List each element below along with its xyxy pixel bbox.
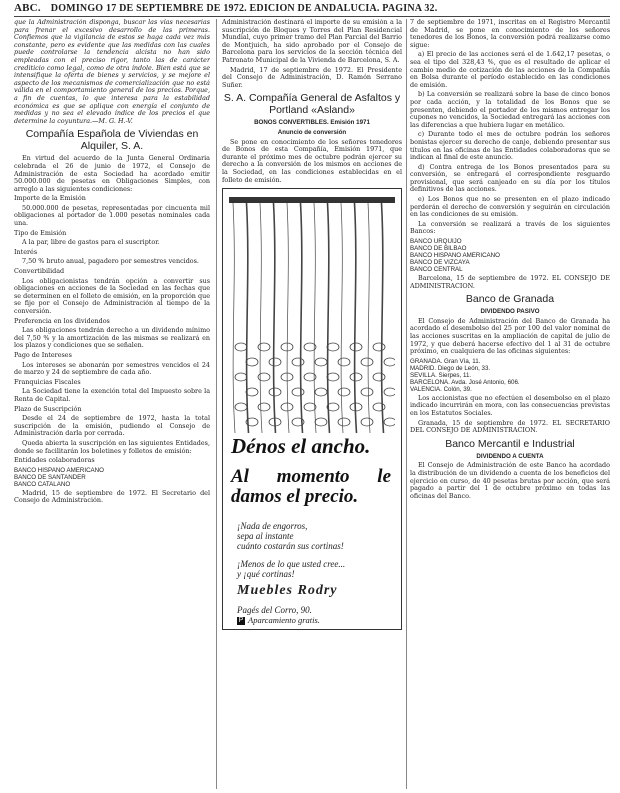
curtain-flower — [384, 358, 395, 366]
curtain-fold — [287, 203, 289, 433]
curtain-flower — [246, 358, 258, 366]
bank-list — [410, 238, 610, 273]
curtain-fold — [314, 203, 316, 433]
curtain-fold — [260, 203, 262, 433]
article-paragraph: El Consejo de Administración del Banco de Granada ha acordado el desembolso del 25 por 100 del valor nominal de las acciones suscritas en la ampliación de capital de julio de 1972, y que deberá hacerse efectivo del 1 al 31 de octubre próximo, en cualquiera de las oficinas siguientes: — [410, 316, 610, 356]
curtain-flower — [292, 388, 304, 396]
article-paragraph: Queda abierta la suscripción en las siguientes Entidades, donde se facilitarán los boletines y folletos de emisión: — [14, 438, 210, 455]
article-paragraph: La conversión se realizará a través de los siguientes Bancos: — [410, 219, 610, 236]
article-paragraph: b) La conversión se realizará sobre la base de cinco bonos por cada acción, y la totalidad de los Bonos que se presenten, debiendo el portador de los mismos entregar los cupones no vencidos, la Sociedad entregará las acciones con las diferencias a que hubiera lugar en metálico. — [410, 90, 610, 129]
curtain-flower — [373, 403, 385, 411]
list-item: GRANADA. Gran Vía, 11. — [410, 357, 481, 365]
article-paragraph: A la par, libre de gastos para el suscriptor. — [22, 238, 160, 247]
ad-parking-text: Aparcamiento gratis. — [248, 615, 320, 626]
list-item: BANCO DE VIZCAYA — [410, 259, 470, 267]
list-item: BANCO DE SANTANDER — [14, 473, 86, 481]
curtain-flower — [327, 343, 339, 351]
curtain-flower — [338, 358, 350, 366]
article-paragraph: La Sociedad tiene la exención total del Impuesto sobre la Renta de Capital. — [14, 387, 210, 403]
article-paragraph: El Consejo de Administración de este Banco ha acordado la distribución de un dividendo a cuenta de los beneficios del ejercicio en curso, de 40 pesetas brutas por acción, que será pagado a partir del 1 de octubre próximo en todas las oficinas del Banco. — [410, 461, 610, 500]
article-title: Compañía Española de Viviendas en Alquiler, S. A. — [25, 128, 199, 153]
curtain-flower — [258, 403, 270, 411]
list-item: BARCELONA. Avda. José Antonio, 606. — [410, 378, 520, 386]
curtain-flower — [235, 373, 247, 381]
curtain-flower — [373, 343, 385, 351]
list-item: VALENCIA. Colón, 39. — [410, 385, 472, 393]
curtain-flower — [315, 358, 327, 366]
article-paragraph: Desde el 24 de septiembre de 1972, hasta la total suscripción de la emisión, pudiendo el Consejo de Administración darla por cerrada. — [14, 414, 210, 438]
article-title: S. A. Compañía General de Asfaltos y Portland «Asland» — [223, 92, 401, 117]
article-paragraph: Administración destinará el importe de su emisión a la suscripción de Bloques y Torres del Plan Residencial Mundial, cuyo primer tramo del Plan Parcial del Barrio de Montjuich, ha sido aprobado por el Consejo de Barcelona para los servicios de la sección técnica del Patronato Municipal de la Vivienda de Barcelona, S. A. — [222, 19, 402, 64]
curtain-flower — [304, 403, 316, 411]
list-item: BANCO HISPANO AMERICANO — [14, 466, 104, 474]
ad-tagline: ¡Nada de engorros, sepa al instante cuánto costarán sus cortinas! — [237, 521, 344, 552]
section-label: Interés — [14, 247, 38, 256]
ad-headline: Dénos el ancho. — [231, 434, 371, 459]
list-item: BANCO URQUIJO — [410, 238, 462, 246]
ad-brand-logo: Muebles Rodry — [237, 583, 338, 599]
column-3 — [410, 19, 610, 789]
column-2 — [222, 19, 402, 789]
ad-headline-2: Al momento le damos el precio. — [231, 466, 391, 508]
article-title: Banco de Granada — [465, 293, 555, 306]
curtain-flower — [258, 343, 270, 351]
curtain-flower — [361, 358, 373, 366]
list-item: SEVILLA. Sierpes, 11. — [410, 371, 472, 379]
article-paragraph: c) Durante todo el mes de octubre podrán los señores bonistas ejercer su derecho de canje, debiendo presentar sus títulos en las oficinas de las Entidades colaboradoras que se indican al final de este anuncio. — [410, 130, 610, 162]
curtain-flower — [384, 388, 395, 396]
bank-list — [14, 467, 210, 488]
article-subtitle: BONOS CONVERTIBLES. Emisión 1971 — [254, 119, 370, 127]
curtain-flower — [246, 388, 258, 396]
curtain-flower — [269, 358, 281, 366]
curtain-flower — [315, 388, 327, 396]
curtain-fold — [341, 203, 343, 433]
office-list — [410, 358, 610, 393]
column-1 — [14, 19, 210, 789]
signature: Barcelona, 15 de septiembre de 1972. EL CONSEJO DE ADMINISTRACION. — [410, 274, 610, 290]
article-paragraph: Los obligacionistas tendrán opción a convertir sus obligaciones en acciones de la Sociedad en las fechas que se determinen en el folleto de emisión, en la proporción que se fije por el Consejo de Administración al tiempo de la conversión. — [14, 276, 210, 315]
curtain-flower — [338, 388, 350, 396]
parking-icon: P — [238, 617, 244, 625]
article-paragraph: d) Contra entrega de los Bonos presentados para su conversión, se entregará el correspondiente resguardo provisional, que será canjeado en su día por los títulos definitivos de las acciones. — [410, 162, 610, 194]
article-paragraph: Las obligaciones tendrán derecho a un dividendo mínimo del 7,50 % y la amortización de las mismas se realizará en los plazos y condiciones que se señalen. — [14, 326, 210, 350]
curtain-fold — [368, 203, 370, 433]
article-paragraph: e) Los Bonos que no se presenten en el plazo indicado perderán el derecho de conversión y seguirán en circulación en las condiciones de su emisión. — [410, 195, 610, 219]
article-paragraph: 7,50 % bruto anual, pagadero por semestres vencidos. — [22, 257, 199, 266]
curtain-fold — [382, 203, 384, 433]
curtain-flower — [327, 373, 339, 381]
curtain-fold — [233, 203, 235, 433]
curtain-flower — [315, 418, 327, 426]
curtain-advertisement — [222, 188, 402, 630]
list-item: MADRID. Diego de León, 33. — [410, 364, 491, 372]
section-label: Preferencia en los dividendos — [14, 316, 110, 325]
ad-address: Pagés del Corro, 90. — [237, 605, 312, 616]
curtain-fold — [247, 203, 249, 433]
curtain-flower — [361, 388, 373, 396]
curtain-flower — [350, 343, 362, 351]
curtain-fold — [355, 203, 357, 433]
column-divider — [216, 19, 217, 789]
curtain-fold — [328, 203, 330, 433]
list-item: BANCO CENTRAL — [410, 266, 463, 274]
curtain-flower — [350, 373, 362, 381]
section-label: Entidades colaboradoras — [14, 456, 95, 465]
curtain-flower — [338, 418, 350, 426]
section-label: Tipo de Emisión — [14, 228, 67, 237]
article-subtitle: Anuncio de conversión — [277, 128, 347, 136]
curtain-fold — [301, 203, 303, 433]
page-header — [14, 2, 610, 16]
newspaper-logo: ABC. — [14, 2, 41, 14]
header-rule — [14, 16, 610, 17]
curtain-flower — [373, 373, 385, 381]
list-item: BANCO CATALANO — [14, 480, 71, 488]
section-label: Pago de Intereses — [14, 350, 72, 359]
article-title: Banco Mercantil e Industrial — [445, 437, 575, 450]
ad-tagline-2: ¡Menos de lo que usted cree... y ¡qué cortinas! — [237, 559, 346, 580]
signature: Granada, 15 de septiembre de 1972. EL SECRETARIO DEL CONSEJO DE ADMINISTRACION. — [410, 418, 610, 435]
curtain-flower — [258, 373, 270, 381]
curtain-flower — [361, 418, 373, 426]
curtain-flower — [235, 403, 247, 411]
section-label: Importe de la Emisión — [14, 194, 86, 203]
ad-parking — [237, 617, 320, 625]
curtain-flower — [384, 418, 395, 426]
section-label: Convertibilidad — [14, 267, 65, 276]
curtain-flower — [235, 343, 247, 351]
section-label: Plazo de Suscripción — [14, 404, 82, 413]
curtain-illustration — [229, 197, 395, 435]
column-divider — [406, 19, 407, 789]
article-paragraph: Los accionistas que no efectúen el desembolso en el plazo indicado incurrirán en mora, con las consecuencias previstas en los Estatutos Sociales. — [410, 393, 610, 417]
article-paragraph: En virtud del acuerdo de la Junta General Ordinaria celebrada el 26 de junio de 1972, el Consejo de Administración de esta Sociedad ha acordado emitir 50.000.000 de pesetas en Obligaciones Simples, con arreglo a las siguientes condiciones: — [14, 154, 210, 193]
section-label: Franquicias Fiscales — [14, 377, 81, 386]
editorial-text: que la Administración disponga, buscar las vías necesarias para frenar el excesivo desarrollo de las primeras. Confiemos que la vigilancia de estos se haga cada vez más constante, pero es evidente que las medidas con las cuales puede controlarse la tendencia alcista no han sido empleadas con el preciso rigor, tanto las de carácter crediticio como legal, como de otra índole. Bien está que se intensifique la oferta de bienes y servicios, y se mejore el aspecto de los mecanismos de comercialización que no está válida en el comportamiento general de los precios. Porque, a fin de cuentas, lo que interesa para la estabilidad económica es que se aplique con energía el conjunto de medidas y no sea el elevado índice de los precios el que determine la coyuntura.—M. G. H.-V. — [14, 19, 210, 125]
article-subtitle: DIVIDENDO PASIVO — [480, 308, 540, 316]
list-item: BANCO DE BILBAO — [410, 245, 467, 253]
curtain-fold — [274, 203, 276, 433]
article-paragraph: a) El precio de las acciones será el de 1.642,17 pesetas, o sea el tipo del 328,43 %, que es el resultado de aplicar el cambio medio de cotización de las acciones de la Compañía en Bolsa durante el período establecido en las condiciones de emisión. — [410, 50, 610, 89]
header-dateline: DOMINGO 17 DE SEPTIEMBRE DE 1972. EDICION DE ANDALUCIA. PAGINA 32. — [50, 3, 438, 14]
curtain-flower — [269, 388, 281, 396]
article-subtitle: DIVIDENDO A CUENTA — [476, 452, 544, 460]
article-paragraph: 50.000.000 de pesetas, representadas por cincuenta mil obligaciones al portador de 1.000 pesetas nominales cada una. — [14, 203, 210, 228]
article-paragraph: Se pone en conocimiento de los señores tenedores de Bonos de esta Compañía, Emisión 1971, que durante el próximo mes de octubre podrán ejercer su derecho a la conversión de los mismos en acciones de la Sociedad, en las condiciones establecidas en el folleto de emisión. — [222, 137, 402, 184]
list-item: BANCO HISPANO AMERICANO — [410, 252, 500, 260]
article-paragraph: Madrid, 15 de septiembre de 1972. El Secretario del Consejo de Administración. — [14, 488, 210, 505]
curtain-flower — [292, 358, 304, 366]
curtain-flower — [281, 403, 293, 411]
signature: Madrid, 17 de septiembre de 1972. El Presidente del Consejo de Administración, D. Ramón Serrano Suñer. — [222, 65, 402, 89]
article-paragraph: Los intereses se abonarán por semestres vencidos el 24 de marzo y 24 de septiembre de cada año. — [14, 360, 210, 377]
article-paragraph: 7 de septiembre de 1971, inscritas en el Registro Mercantil de Madrid, se pone en conocimiento de los señores tenedores de los Bonos, la conversión podrá realizarse como sigue: — [410, 19, 610, 49]
